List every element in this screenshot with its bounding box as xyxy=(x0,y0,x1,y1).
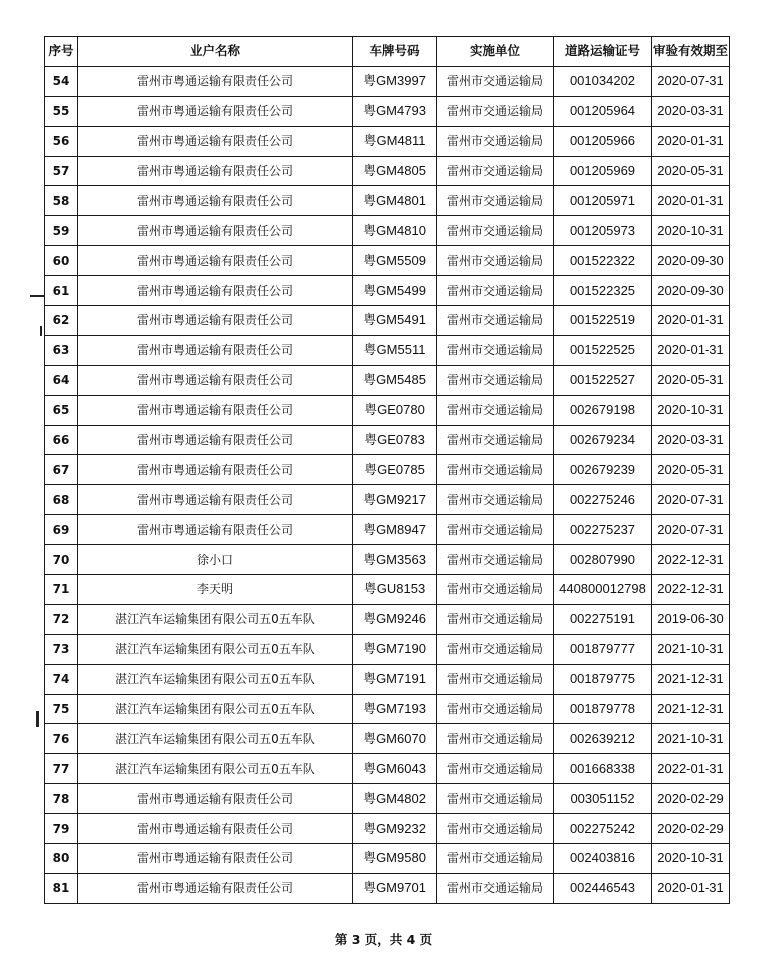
vehicle-registry-table xyxy=(44,36,730,904)
row-plate-number: 粤GM4810 xyxy=(353,216,437,246)
row-operator-name: 雷州市粤通运输有限责任公司 xyxy=(78,365,353,395)
row-issuing-unit: 雷州市交通运输局 xyxy=(437,575,554,605)
row-operator-name: 雷州市粤通运输有限责任公司 xyxy=(78,126,353,156)
row-transport-cert: 001034202 xyxy=(554,66,652,96)
row-valid-until: 2020-10-31 xyxy=(652,395,730,425)
row-issuing-unit: 雷州市交通运输局 xyxy=(437,455,554,485)
row-valid-until: 2020-10-31 xyxy=(652,844,730,874)
row-issuing-unit: 雷州市交通运输局 xyxy=(437,694,554,724)
row-issuing-unit: 雷州市交通运输局 xyxy=(437,485,554,515)
row-plate-number: 粤GM3997 xyxy=(353,66,437,96)
row-seq: 65 xyxy=(45,395,78,425)
row-operator-name: 雷州市粤通运输有限责任公司 xyxy=(78,276,353,306)
row-transport-cert: 001205969 xyxy=(554,156,652,186)
row-plate-number: 粤GM9246 xyxy=(353,604,437,634)
row-seq: 73 xyxy=(45,634,78,664)
row-operator-name: 雷州市粤通运输有限责任公司 xyxy=(78,844,353,874)
table-row xyxy=(45,455,730,485)
row-operator-name: 雷州市粤通运输有限责任公司 xyxy=(78,96,353,126)
row-valid-until: 2020-07-31 xyxy=(652,66,730,96)
table-row xyxy=(45,545,730,575)
row-valid-until: 2021-10-31 xyxy=(652,634,730,664)
row-transport-cert: 001205964 xyxy=(554,96,652,126)
row-seq: 71 xyxy=(45,575,78,605)
table-row xyxy=(45,246,730,276)
row-plate-number: 粤GM5485 xyxy=(353,365,437,395)
row-seq: 77 xyxy=(45,754,78,784)
table-row xyxy=(45,96,730,126)
row-seq: 67 xyxy=(45,455,78,485)
row-plate-number: 粤GM7190 xyxy=(353,634,437,664)
row-seq: 64 xyxy=(45,365,78,395)
row-seq: 69 xyxy=(45,515,78,545)
row-valid-until: 2020-10-31 xyxy=(652,216,730,246)
row-seq: 55 xyxy=(45,96,78,126)
column-header-seq: 序号 xyxy=(45,37,78,67)
row-operator-name: 雷州市粤通运输有限责任公司 xyxy=(78,873,353,903)
row-plate-number: 粤GE0785 xyxy=(353,455,437,485)
row-operator-name: 雷州市粤通运输有限责任公司 xyxy=(78,66,353,96)
scan-mark xyxy=(40,326,42,336)
row-plate-number: 粤GM9217 xyxy=(353,485,437,515)
row-valid-until: 2019-06-30 xyxy=(652,604,730,634)
row-transport-cert: 002275237 xyxy=(554,515,652,545)
row-valid-until: 2020-05-31 xyxy=(652,156,730,186)
row-operator-name: 湛江汽车运输集团有限公司五0五车队 xyxy=(78,694,353,724)
row-seq: 70 xyxy=(45,545,78,575)
table-row xyxy=(45,126,730,156)
row-seq: 61 xyxy=(45,276,78,306)
table-row xyxy=(45,156,730,186)
table-header-row xyxy=(45,37,730,67)
row-issuing-unit: 雷州市交通运输局 xyxy=(437,634,554,664)
row-issuing-unit: 雷州市交通运输局 xyxy=(437,784,554,814)
row-transport-cert: 002275246 xyxy=(554,485,652,515)
row-operator-name: 雷州市粤通运输有限责任公司 xyxy=(78,455,353,485)
table-body xyxy=(45,66,730,903)
column-header-operator-name: 业户名称 xyxy=(78,37,353,67)
row-issuing-unit: 雷州市交通运输局 xyxy=(437,186,554,216)
row-transport-cert: 002275242 xyxy=(554,814,652,844)
row-operator-name: 湛江汽车运输集团有限公司五0五车队 xyxy=(78,724,353,754)
scan-mark xyxy=(30,295,44,297)
row-valid-until: 2020-07-31 xyxy=(652,515,730,545)
row-issuing-unit: 雷州市交通运输局 xyxy=(437,66,554,96)
row-seq: 62 xyxy=(45,306,78,336)
row-valid-until: 2020-05-31 xyxy=(652,455,730,485)
row-transport-cert: 001522525 xyxy=(554,335,652,365)
row-seq: 75 xyxy=(45,694,78,724)
row-issuing-unit: 雷州市交通运输局 xyxy=(437,754,554,784)
column-header-issuing-unit: 实施单位 xyxy=(437,37,554,67)
row-valid-until: 2022-01-31 xyxy=(652,754,730,784)
table-row xyxy=(45,66,730,96)
row-issuing-unit: 雷州市交通运输局 xyxy=(437,306,554,336)
table-row xyxy=(45,395,730,425)
row-seq: 79 xyxy=(45,814,78,844)
row-plate-number: 粤GM9232 xyxy=(353,814,437,844)
row-valid-until: 2020-09-30 xyxy=(652,246,730,276)
row-transport-cert: 002679198 xyxy=(554,395,652,425)
row-operator-name: 雷州市粤通运输有限责任公司 xyxy=(78,306,353,336)
row-transport-cert: 003051152 xyxy=(554,784,652,814)
row-valid-until: 2020-05-31 xyxy=(652,365,730,395)
row-operator-name: 雷州市粤通运输有限责任公司 xyxy=(78,425,353,455)
row-operator-name: 雷州市粤通运输有限责任公司 xyxy=(78,814,353,844)
row-issuing-unit: 雷州市交通运输局 xyxy=(437,814,554,844)
row-seq: 81 xyxy=(45,873,78,903)
row-valid-until: 2020-01-31 xyxy=(652,873,730,903)
page-number-footer: 第 3 页，共 4 页 xyxy=(334,932,433,947)
row-plate-number: 粤GM4793 xyxy=(353,96,437,126)
table-row xyxy=(45,485,730,515)
row-valid-until: 2020-01-31 xyxy=(652,335,730,365)
row-operator-name: 雷州市粤通运输有限责任公司 xyxy=(78,784,353,814)
table-row xyxy=(45,276,730,306)
row-plate-number: 粤GM7193 xyxy=(353,694,437,724)
row-operator-name: 湛江汽车运输集团有限公司五0五车队 xyxy=(78,664,353,694)
row-issuing-unit: 雷州市交通运输局 xyxy=(437,664,554,694)
row-plate-number: 粤GU8153 xyxy=(353,575,437,605)
column-header-plate-number: 车牌号码 xyxy=(353,37,437,67)
row-plate-number: 粤GM9580 xyxy=(353,844,437,874)
table-row xyxy=(45,634,730,664)
row-issuing-unit: 雷州市交通运输局 xyxy=(437,216,554,246)
row-operator-name: 雷州市粤通运输有限责任公司 xyxy=(78,186,353,216)
row-seq: 59 xyxy=(45,216,78,246)
row-seq: 56 xyxy=(45,126,78,156)
row-seq: 60 xyxy=(45,246,78,276)
row-transport-cert: 001205973 xyxy=(554,216,652,246)
row-plate-number: 粤GE0783 xyxy=(353,425,437,455)
row-issuing-unit: 雷州市交通运输局 xyxy=(437,246,554,276)
row-transport-cert: 002807990 xyxy=(554,545,652,575)
row-issuing-unit: 雷州市交通运输局 xyxy=(437,156,554,186)
row-plate-number: 粤GM6070 xyxy=(353,724,437,754)
row-valid-until: 2022-12-31 xyxy=(652,575,730,605)
row-operator-name: 雷州市粤通运输有限责任公司 xyxy=(78,335,353,365)
table-row xyxy=(45,784,730,814)
table-row xyxy=(45,425,730,455)
row-transport-cert: 002403816 xyxy=(554,844,652,874)
row-transport-cert: 002679234 xyxy=(554,425,652,455)
row-operator-name: 湛江汽车运输集团有限公司五0五车队 xyxy=(78,634,353,664)
row-transport-cert: 001205966 xyxy=(554,126,652,156)
row-plate-number: 粤GM8947 xyxy=(353,515,437,545)
row-plate-number: 粤GM4802 xyxy=(353,784,437,814)
row-transport-cert: 002446543 xyxy=(554,873,652,903)
row-operator-name: 雷州市粤通运输有限责任公司 xyxy=(78,515,353,545)
scan-mark xyxy=(36,711,39,727)
row-valid-until: 2022-12-31 xyxy=(652,545,730,575)
row-valid-until: 2020-01-31 xyxy=(652,186,730,216)
row-issuing-unit: 雷州市交通运输局 xyxy=(437,724,554,754)
row-issuing-unit: 雷州市交通运输局 xyxy=(437,873,554,903)
row-valid-until: 2020-07-31 xyxy=(652,485,730,515)
table-row xyxy=(45,664,730,694)
row-issuing-unit: 雷州市交通运输局 xyxy=(437,365,554,395)
row-plate-number: 粤GM5511 xyxy=(353,335,437,365)
row-transport-cert: 001522519 xyxy=(554,306,652,336)
row-operator-name: 雷州市粤通运输有限责任公司 xyxy=(78,246,353,276)
table-row xyxy=(45,844,730,874)
row-valid-until: 2021-10-31 xyxy=(652,724,730,754)
row-valid-until: 2020-01-31 xyxy=(652,306,730,336)
row-seq: 57 xyxy=(45,156,78,186)
row-transport-cert: 001522322 xyxy=(554,246,652,276)
row-transport-cert: 002679239 xyxy=(554,455,652,485)
row-issuing-unit: 雷州市交通运输局 xyxy=(437,276,554,306)
column-header-valid-until: 审验有效期至 xyxy=(652,37,730,67)
row-plate-number: 粤GM9701 xyxy=(353,873,437,903)
row-valid-until: 2020-09-30 xyxy=(652,276,730,306)
row-plate-number: 粤GM4801 xyxy=(353,186,437,216)
row-plate-number: 粤GM3563 xyxy=(353,545,437,575)
row-seq: 68 xyxy=(45,485,78,515)
row-seq: 58 xyxy=(45,186,78,216)
row-seq: 72 xyxy=(45,604,78,634)
row-operator-name: 徐小口 xyxy=(78,545,353,575)
row-issuing-unit: 雷州市交通运输局 xyxy=(437,335,554,365)
row-transport-cert: 001522527 xyxy=(554,365,652,395)
row-plate-number: 粤GE0780 xyxy=(353,395,437,425)
row-seq: 80 xyxy=(45,844,78,874)
row-operator-name: 雷州市粤通运输有限责任公司 xyxy=(78,485,353,515)
row-operator-name: 雷州市粤通运输有限责任公司 xyxy=(78,156,353,186)
row-valid-until: 2020-02-29 xyxy=(652,814,730,844)
row-seq: 74 xyxy=(45,664,78,694)
table-row xyxy=(45,814,730,844)
row-issuing-unit: 雷州市交通运输局 xyxy=(437,395,554,425)
row-operator-name: 湛江汽车运输集团有限公司五0五车队 xyxy=(78,604,353,634)
row-issuing-unit: 雷州市交通运输局 xyxy=(437,604,554,634)
row-plate-number: 粤GM5491 xyxy=(353,306,437,336)
table-row xyxy=(45,515,730,545)
row-transport-cert: 001879775 xyxy=(554,664,652,694)
row-plate-number: 粤GM4805 xyxy=(353,156,437,186)
table-row xyxy=(45,335,730,365)
row-issuing-unit: 雷州市交通运输局 xyxy=(437,844,554,874)
row-transport-cert: 001879778 xyxy=(554,694,652,724)
row-seq: 54 xyxy=(45,66,78,96)
row-issuing-unit: 雷州市交通运输局 xyxy=(437,545,554,575)
row-transport-cert: 002639212 xyxy=(554,724,652,754)
row-transport-cert: 440800012798 xyxy=(554,575,652,605)
row-transport-cert: 001205971 xyxy=(554,186,652,216)
table-row xyxy=(45,575,730,605)
table-header xyxy=(45,37,730,67)
row-issuing-unit: 雷州市交通运输局 xyxy=(437,126,554,156)
row-seq: 63 xyxy=(45,335,78,365)
row-plate-number: 粤GM6043 xyxy=(353,754,437,784)
table-row xyxy=(45,604,730,634)
row-valid-until: 2021-12-31 xyxy=(652,694,730,724)
row-transport-cert: 001668338 xyxy=(554,754,652,784)
table-row xyxy=(45,873,730,903)
table-row xyxy=(45,724,730,754)
row-seq: 66 xyxy=(45,425,78,455)
row-plate-number: 粤GM4811 xyxy=(353,126,437,156)
row-issuing-unit: 雷州市交通运输局 xyxy=(437,96,554,126)
row-operator-name: 李天明 xyxy=(78,575,353,605)
row-transport-cert: 001522325 xyxy=(554,276,652,306)
column-header-transport-cert: 道路运输证号 xyxy=(554,37,652,67)
row-operator-name: 雷州市粤通运输有限责任公司 xyxy=(78,395,353,425)
row-operator-name: 雷州市粤通运输有限责任公司 xyxy=(78,216,353,246)
table-row xyxy=(45,365,730,395)
row-transport-cert: 001879777 xyxy=(554,634,652,664)
table-row xyxy=(45,306,730,336)
row-plate-number: 粤GM5509 xyxy=(353,246,437,276)
row-issuing-unit: 雷州市交通运输局 xyxy=(437,425,554,455)
table-row xyxy=(45,694,730,724)
row-operator-name: 湛江汽车运输集团有限公司五0五车队 xyxy=(78,754,353,784)
row-transport-cert: 002275191 xyxy=(554,604,652,634)
table-row xyxy=(45,216,730,246)
row-plate-number: 粤GM5499 xyxy=(353,276,437,306)
row-valid-until: 2020-01-31 xyxy=(652,126,730,156)
row-valid-until: 2020-03-31 xyxy=(652,425,730,455)
row-valid-until: 2021-12-31 xyxy=(652,664,730,694)
table-row xyxy=(45,754,730,784)
row-valid-until: 2020-03-31 xyxy=(652,96,730,126)
row-plate-number: 粤GM7191 xyxy=(353,664,437,694)
row-seq: 78 xyxy=(45,784,78,814)
row-valid-until: 2020-02-29 xyxy=(652,784,730,814)
row-issuing-unit: 雷州市交通运输局 xyxy=(437,515,554,545)
table-row xyxy=(45,186,730,216)
row-seq: 76 xyxy=(45,724,78,754)
